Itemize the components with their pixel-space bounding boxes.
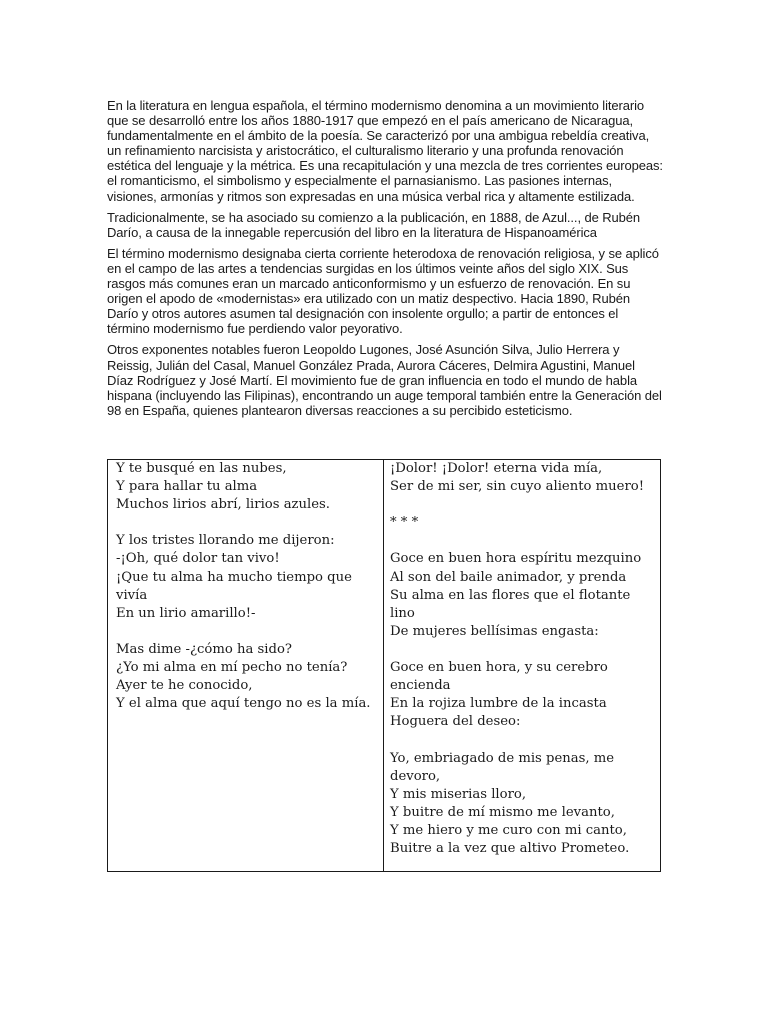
poem-line: Y el alma que aquí tengo no es la mía. (116, 696, 371, 712)
paragraph-origin: Tradicionalmente, se ha asociado su comienzo a la publicación, en 1888, de Azul..., de Rubén Darío, a causa de la innegable repercusión del libro en la literatura de Hispanoamérica (107, 209, 641, 240)
poem-line (116, 623, 377, 641)
poem-column-left (108, 460, 384, 871)
poem-line (390, 641, 654, 659)
poem-line: Al son del baile animador, y prenda (390, 569, 627, 585)
poem-line: Buitre a la vez que altivo Prometeo. (390, 840, 630, 856)
poem-line: Ser de mi ser, sin cuyo aliento muero! (390, 479, 644, 495)
poem-line: En un lirio amarillo!- (116, 605, 256, 621)
poem-line (390, 731, 654, 749)
poem-line: Y buitre de mí mismo me levanto, (390, 804, 615, 820)
poem-line: Goce en buen hora espíritu mezquino (390, 551, 642, 567)
poem-line: ¡Dolor! ¡Dolor! eterna vida mía, (390, 461, 603, 476)
poem-line: * * * (390, 515, 419, 531)
poem-line (390, 496, 654, 514)
poem-line: Su alma en las flores que el flotante lino (390, 587, 635, 621)
poem-line (116, 514, 377, 532)
poem-line: -¡Oh, qué dolor tan vivo! (116, 551, 280, 567)
poem-line: Mas dime -¿cómo ha sido? (116, 641, 292, 657)
poem-line: Y te busqué en las nubes, (116, 461, 287, 476)
poem-column-right (384, 460, 660, 871)
poem-line: Y me hiero y me curo con mi canto, (390, 822, 627, 838)
paragraph-term: El término modernismo designaba cierta corriente heterodoxa de renovación religiosa, y se aplicó en el campo de las artes a tendencias surgidas en los últimos veinte años del siglo XIX. Sus rasgos más comunes eran un marcado anticonformismo y un esfuerzo de renovación. En su origen el apodo de «modernistas» era utilizado con un matiz despectivo. Hacia 1890, Rubén Darío y otros autores asumen tal designación con insolente orgullo; a partir de entonces el término modernismo fue perdiendo valor peyorativo. (107, 245, 659, 337)
poem-line: Y mis miserias lloro, (390, 786, 527, 802)
paragraph-exponents: Otros exponentes notables fueron Leopoldo Lugones, José Asunción Silva, Julio Herrera y Reissig, Julián del Casal, Manuel González Prada, Aurora Cáceres, Delmira Agustini, Manuel Díaz Rodríguez y José Martí. El movimiento fue de gran influencia en todo el mundo de habla hispana (incluyendo las Filipinas), encontrando un auge temporal también entre la Generación del 98 en España, quienes plantearon diversas reacciones a su percibido esteticismo. (107, 342, 662, 418)
poem-line: Yo, embriagado de mis penas, me devoro, (390, 750, 619, 784)
document-body (107, 98, 663, 424)
poem-line: Goce en buen hora, y su cerebro encienda (390, 660, 613, 694)
poem-line: Y para hallar tu alma (116, 479, 258, 495)
poem-line (390, 532, 654, 550)
poem-line: Muchos lirios abrí, lirios azules. (116, 497, 330, 513)
poem-line: ¿Yo mi alma en mí pecho no tenía? (116, 660, 348, 676)
paragraph-intro: En la literatura en lengua española, el término modernismo denomina a un movimiento literario que se desarrolló entre los años 1880-1917 que empezó en el país americano de Nicaragua, fundamentalmente en el ámbito de la poesía. Se caracterizó por una ambigua rebeldía creativa, un refinamiento narcisista y aristocrático, el culturalismo literario y una profunda renovación estética del lenguaje y la métrica. Es una recapitulación y una mezcla de tres corrientes europeas: el romanticismo, el simbolismo y especialmente el parnasianismo. Las pasiones internas, visiones, armonías y ritmos son expresadas en una música verbal rica y altamente estilizada. (107, 98, 663, 204)
poem-line: En la rojiza lumbre de la incasta (390, 696, 607, 712)
poem-line: De mujeres bellísimas engasta: (390, 623, 599, 639)
poem-line: Ayer te he conocido, (116, 678, 253, 694)
poem-line: Y los tristes llorando me dijeron: (116, 533, 335, 549)
poem-line: ¡Que tu alma ha mucho tiempo que vivía (116, 569, 357, 603)
poem-table (107, 459, 661, 872)
poem-line: Hoguera del deseo: (390, 714, 521, 730)
